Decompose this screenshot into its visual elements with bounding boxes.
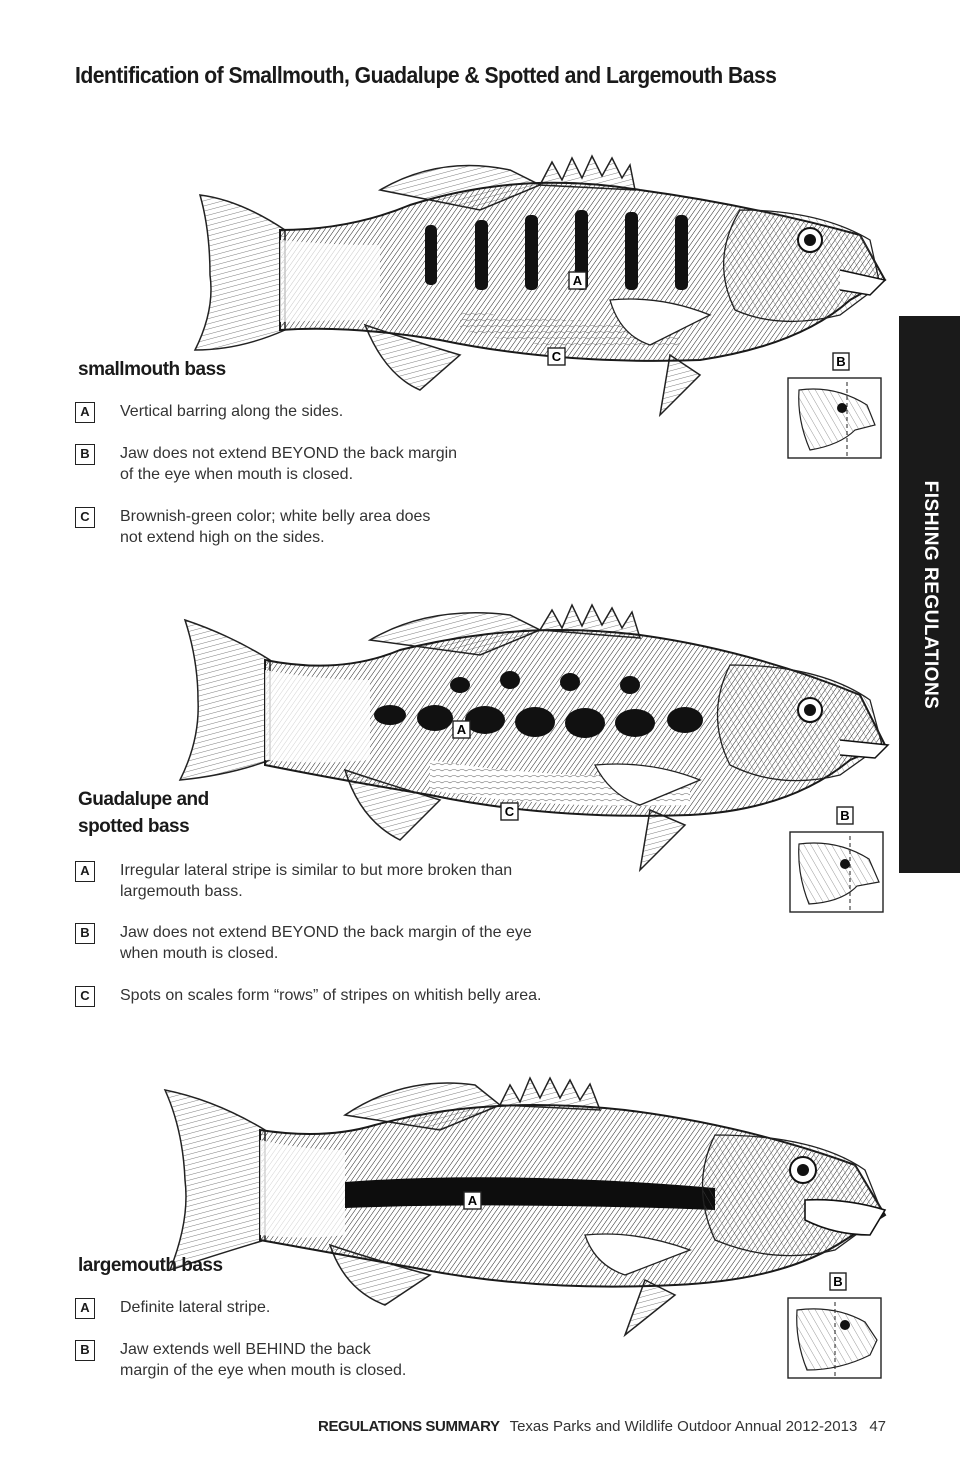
marker-b: B: [75, 444, 95, 465]
smallmouth-heading: smallmouth bass: [78, 359, 226, 380]
side-tab-label: FISHING REGULATIONS: [919, 480, 941, 709]
inset-b-label: B: [836, 354, 846, 369]
marker-b: B: [75, 923, 95, 944]
smallmouth-bass-illustration: [180, 150, 890, 425]
marker-b: B: [75, 1340, 95, 1361]
page-footer: [318, 1418, 886, 1435]
item-text: Jaw does not extend BEYOND the back margin of the eye when mouth is closed.: [120, 445, 458, 483]
item-text: Irregular lateral stripe is similar to but more broken than largemouth bass.: [120, 862, 513, 900]
callout-a-label: A: [467, 1193, 478, 1208]
inset-b-label: B: [833, 1274, 843, 1289]
item-text: Jaw does not extend BEYOND the back margin of the eye when mouth is closed.: [120, 924, 532, 962]
largemouth-heading: largemouth bass: [78, 1255, 223, 1276]
item-text: Definite lateral stripe.: [120, 1299, 271, 1316]
guadalupe-spotted-bass-illustration: [170, 600, 890, 880]
inset-b-label: B: [840, 808, 850, 823]
largemouth-jaw-inset: [785, 1270, 885, 1382]
guadalupe-jaw-inset: [787, 804, 887, 916]
footer-publication: Texas Parks and Wildlife Outdoor Annual 2012-2013: [509, 1418, 858, 1435]
callout-a-label: A: [572, 273, 583, 288]
guadalupe-spotted-heading: Guadalupe and spotted bass: [78, 789, 209, 837]
callout-c-label: C: [551, 349, 562, 364]
item-text: Vertical barring along the sides.: [120, 403, 344, 420]
page-number: 47: [869, 1418, 886, 1435]
smallmouth-jaw-inset: [785, 350, 885, 462]
page-title: Identification of Smallmouth, Guadalupe & Spotted and Largemouth Bass: [75, 62, 777, 88]
item-text: Brownish-green color; white belly area does not extend high on the sides.: [120, 508, 431, 546]
footer-section: REGULATIONS SUMMARY: [318, 1418, 500, 1435]
marker-a: A: [75, 1298, 95, 1319]
item-text: Spots on scales form “rows” of stripes on whitish belly area.: [120, 987, 542, 1004]
marker-c: C: [75, 507, 95, 528]
item-text: Jaw extends well BEHIND the back margin of the eye when mouth is closed.: [120, 1341, 407, 1379]
callout-c-label: C: [504, 804, 515, 819]
marker-c: C: [75, 986, 95, 1007]
marker-a: A: [75, 402, 95, 423]
section-side-tab: [899, 316, 960, 873]
marker-a: A: [75, 861, 95, 882]
callout-a-label: A: [456, 722, 467, 737]
